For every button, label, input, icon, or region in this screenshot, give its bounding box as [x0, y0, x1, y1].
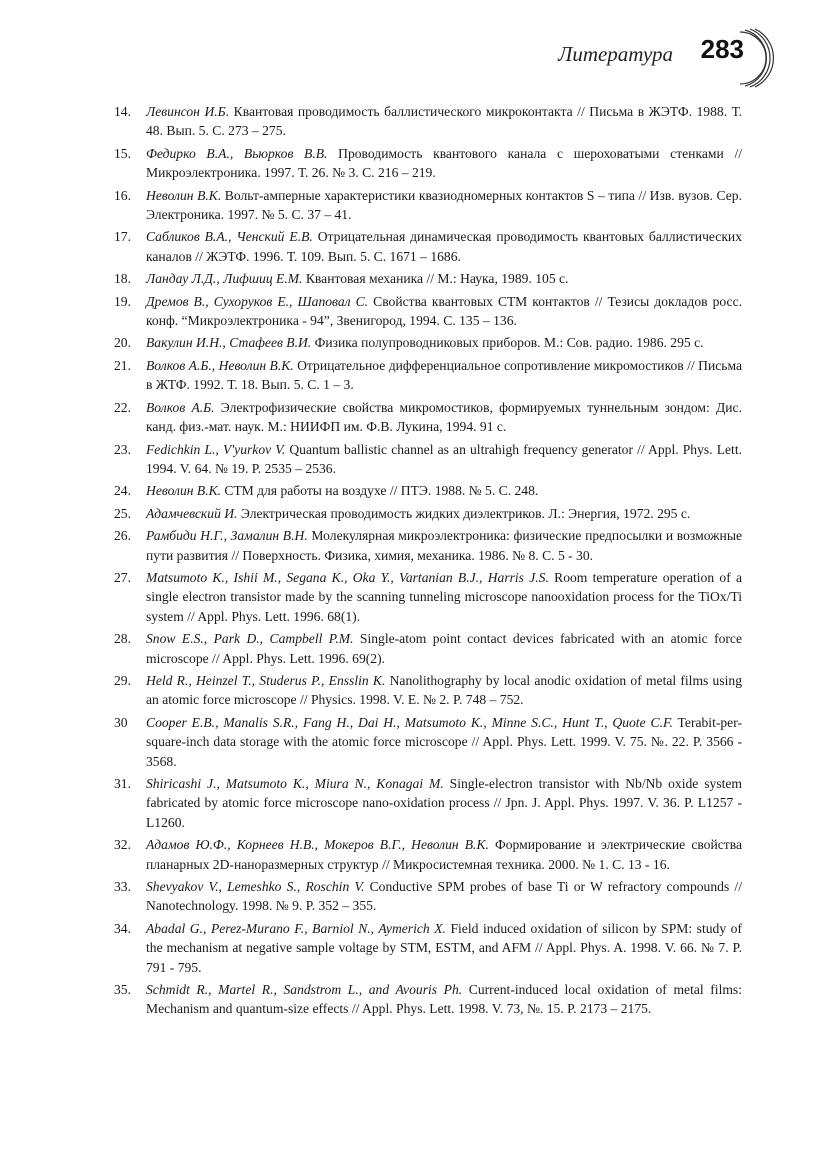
reference-text: Terabit-per-square-inch data storage with the atomic force microscope // Appl. Phys. Lett. 1999. V. 75. №. 22. P. 3566 - 3568. [146, 714, 742, 769]
reference-item [114, 356, 742, 395]
reference-number: 25. [114, 505, 131, 521]
reference-text: Свойства квантовых СТМ контактов // Тезисы докладов росс. конф. “Микроэлектроника - 94”, Звенигород, 1994. С. 135 – 136. [146, 293, 742, 329]
reference-number: 29. [114, 672, 131, 688]
reference-number: 32. [114, 837, 131, 853]
reference-item [114, 440, 742, 479]
section-title: Литература [558, 42, 673, 66]
reference-text: Room temperature operation of a single electron transistor made by the scanning tunneling microscope nanooxidation process for the TiOx/Ti system // Appl. Phys. Lett. 1996. 68(1). [146, 569, 743, 624]
reference-item [114, 713, 742, 771]
reference-text: СТМ для работы на воздухе // ПТЭ. 1988. № 5. С. 248. [221, 483, 539, 499]
reference-number: 35. [114, 982, 131, 998]
reference-authors: Волков А.Б. [146, 399, 215, 415]
reference-authors: Fedichkin L., V'yurkov V. [146, 441, 286, 457]
reference-text: Single-electron transistor with Nb/Nb oxide system fabricated by atomic force microscope nano-oxidation process // Jpn. J. Appl. Phys. 1997. V. 36. P. L1257 - L1260. [146, 776, 742, 830]
reference-authors: Левинсон И.Б. [146, 104, 230, 119]
reference-number: 22. [114, 399, 131, 415]
reference-text: Физика полупроводниковых приборов. М.: Сов. радио. 1986. 295 с. [311, 335, 704, 351]
reference-number: 16. [114, 187, 131, 203]
reference-item [114, 333, 742, 352]
reference-item [114, 269, 742, 288]
reference-item [114, 504, 742, 523]
reference-item [114, 774, 742, 832]
reference-text: Current-induced local oxidation of metal films: Mechanism and quantum-size effects // Appl. Phys. Lett. 1998. V. 73, №. 15. P. 2173 – 2175. [146, 982, 742, 1017]
reference-authors: Неволин В.К. [146, 483, 222, 499]
reference-number: 14. [114, 104, 131, 119]
reference-authors: Cooper E.B., Manalis S.R., Fang H., Dai H., Matsumoto K., Minne S.C., Hunt T., Quote C.F. [146, 714, 673, 730]
reference-text: Квантовая проводимость баллистического микроконтакта // Письма в ЖЭТФ. 1988. Т. 48. Вып. 5. С. 273 – 275. [146, 104, 742, 139]
reference-text: Электрическая проводимость жидких диэлектриков. Л.: Энергия, 1972. 295 с. [237, 505, 691, 521]
reference-number: 33. [114, 879, 131, 895]
reference-authors: Неволин В.К. [146, 187, 222, 203]
reference-number: 27. [114, 569, 131, 585]
reference-item [114, 144, 742, 183]
reference-item [114, 919, 742, 977]
reference-authors: Matsumoto K., Ishii M., Segana K., Oka Y., Vartanian B.J., Harris J.S. [146, 569, 549, 585]
reference-text: Field induced oxidation of silicon by SPM: study of the mechanism at negative sample voltage by STM, ESTM, and AFM // Appl. Phys. A. 1998. V. 66. № 7. P. 791 - 795. [146, 920, 742, 975]
reference-authors: Сабликов В.А., Ченский Е.В. [146, 229, 313, 245]
reference-number: 26. [114, 528, 131, 544]
reference-authors: Held R., Heinzel T., Studerus P., Ensslin K. [146, 672, 386, 688]
reference-number: 30 [114, 714, 128, 730]
reference-number: 19. [114, 293, 131, 309]
reference-authors: Адамчевский И. [146, 505, 238, 521]
reference-authors: Вакулин И.Н., Стафеев В.И. [146, 335, 312, 351]
reference-authors: Адамов Ю.Ф., Корнеев Н.В., Мокеров В.Г., Неволин В.К. [146, 837, 489, 853]
reference-number: 34. [114, 920, 131, 936]
reference-list [114, 102, 742, 1022]
running-header [478, 28, 778, 88]
reference-authors: Рамбиди Н.Г., Замалин В.Н. [146, 528, 308, 544]
reference-item [114, 292, 742, 331]
reference-text: Молекулярная микроэлектроника: физические предпосылки и возможные пути развития // Поверхность. Физика, химия, механика. 1986. № 8. С. 5 - 30. [146, 528, 742, 563]
reference-text: Электрофизические свойства микромостиков, формируемых туннельным зондом: Дис. канд. физ.-мат. наук. М.: НИИФП им. Ф.В. Лукина, 1994. 91 с. [146, 399, 742, 435]
reference-text: Проводимость квантового канала с шероховатыми стенками // Микроэлектроника. 1997. Т. 26. № 3. С. 216 – 219. [146, 145, 743, 181]
reference-number: 28. [114, 631, 131, 647]
reference-text: Single-atom point contact devices fabricated with an atomic force microscope // Appl. Phys. Lett. 1996. 69(2). [146, 631, 742, 666]
reference-number: 15. [114, 145, 131, 161]
reference-item [114, 398, 742, 437]
reference-number: 20. [114, 335, 131, 351]
reference-authors: Дремов В., Сухоруков Е., Шаповал С. [146, 293, 369, 309]
reference-number: 31. [114, 776, 131, 791]
reference-text: Вольт-амперные характеристики квазиодномерных контактов S – типа // Изв. вузов. Сер. Электроника. 1997. № 5. С. 37 – 41. [146, 187, 742, 223]
reference-authors: Shevyakov V., Lemeshko S., Roschin V. [146, 879, 365, 895]
reference-item [114, 227, 742, 266]
reference-text: Nanolithography by local anodic oxidation of metal films using an atomic force microscope // Physics. 1998. V. E. № 2. P. 748 – 752. [146, 672, 743, 708]
reference-authors: Федирко В.А., Вьюрков В.В. [146, 145, 328, 161]
reference-text: Формирование и электрические свойства планарных 2D-наноразмерных структур // Микросистемная техника. 2000. № 1. С. 13 - 16. [146, 837, 742, 872]
reference-number: 17. [114, 229, 131, 245]
reference-number: 23. [114, 441, 131, 457]
reference-item [114, 629, 742, 668]
reference-item [114, 835, 742, 874]
reference-authors: Abadal G., Perez-Murano F., Barniol N., Aymerich X. [146, 920, 446, 936]
reference-item [114, 102, 742, 141]
reference-item [114, 671, 742, 710]
reference-item [114, 481, 742, 500]
reference-text: Conductive SPM probes of base Ti or W refractory compounds // Nanotechnology. 1998. № 9. P. 352 – 355. [146, 879, 742, 914]
reference-item [114, 186, 742, 225]
reference-text: Quantum ballistic channel as an ultrahigh frequency generator // Appl. Phys. Lett. 1994. V. 64. № 19. P. 2535 – 2536. [146, 441, 742, 476]
reference-number: 18. [114, 271, 131, 287]
reference-authors: Schmidt R., Martel R., Sandstrom L., and Avouris Ph. [146, 982, 463, 998]
reference-text: Отрицательная динамическая проводимость квантовых баллистических каналов // ЖЭТФ. 1996. Т. 109. Вып. 5. С. 1671 – 1686. [146, 229, 743, 264]
page-number-ornament-icon [736, 28, 778, 88]
reference-text: Отрицательное дифференциальное сопротивление микромостиков // Письма в ЖТФ. 1992. Т. 18. Вып. 5. С. 1 – 3. [146, 357, 742, 393]
reference-authors: Ландау Л.Д., Лифшиц Е.М. [146, 271, 303, 287]
reference-authors: Shiricashi J., Matsumoto K., Miura N., Konagai M. [146, 776, 444, 791]
reference-item [114, 568, 742, 626]
page-number: 283 [700, 34, 744, 64]
reference-item [114, 526, 742, 565]
reference-text: Квантовая механика // М.: Наука, 1989. 105 с. [302, 271, 569, 287]
reference-authors: Волков А.Б., Неволин В.К. [146, 357, 294, 373]
reference-item [114, 980, 742, 1019]
reference-number: 21. [114, 357, 131, 373]
reference-authors: Snow E.S., Park D., Campbell P.M. [146, 631, 354, 647]
reference-item [114, 877, 742, 916]
reference-number: 24. [114, 483, 131, 499]
